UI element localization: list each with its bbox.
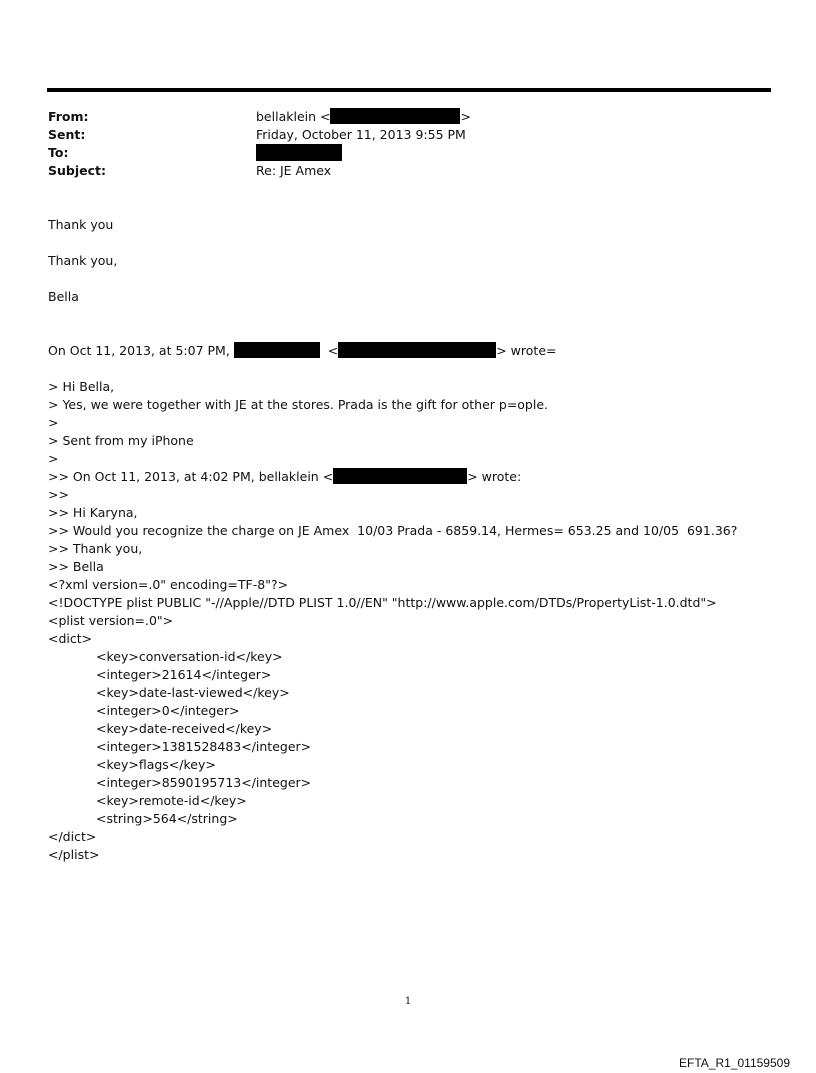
xml-line: <!DOCTYPE plist PUBLIC "-//Apple//DTD PLIST 1.0//EN" "http://www.apple.com/DTDs/PropertyList-1.0.dtd"> bbox=[48, 595, 717, 610]
xml-dict-line: <string>564</string> bbox=[96, 811, 238, 826]
nested-prefix: >> On Oct 11, 2013, at 4:02 PM, bellaklein < bbox=[48, 469, 334, 484]
nested-line: >> bbox=[48, 487, 69, 502]
xml-dict-line: <integer>8590195713</integer> bbox=[96, 775, 312, 790]
signature: Bella bbox=[48, 289, 79, 304]
nested-line: >> Hi Karyna, bbox=[48, 505, 138, 520]
redaction-box bbox=[330, 108, 460, 124]
redaction-box bbox=[333, 468, 467, 484]
quoted-line: > Sent from my iPhone bbox=[48, 433, 194, 448]
subject-label: Subject: bbox=[48, 163, 106, 178]
xml-dict-line: <integer>0</integer> bbox=[96, 703, 240, 718]
xml-dict-line: <integer>1381528483</integer> bbox=[96, 739, 312, 754]
redaction-box bbox=[256, 144, 342, 161]
from-name: bellaklein < bbox=[256, 109, 331, 124]
sent-value: Friday, October 11, 2013 9:55 PM bbox=[256, 127, 466, 142]
nested-line: >> Would you recognize the charge on JE Amex 10/03 Prada - 6859.14, Hermes= 653.25 and 10/05 691.36? bbox=[48, 523, 738, 538]
page-number: 1 bbox=[404, 996, 412, 1007]
xml-line: <plist version=.0"> bbox=[48, 613, 174, 628]
quote-suffix: > wrote= bbox=[496, 343, 557, 358]
nested-line: >> Thank you, bbox=[48, 541, 143, 556]
body-line: Thank you bbox=[48, 217, 114, 232]
xml-line: </plist> bbox=[48, 847, 100, 862]
nested-line: >> Bella bbox=[48, 559, 104, 574]
xml-line: <dict> bbox=[48, 631, 93, 646]
xml-dict-line: <key>remote-id</key> bbox=[96, 793, 247, 808]
to-label: To: bbox=[48, 145, 69, 160]
quoted-line: > bbox=[48, 451, 59, 466]
xml-dict-line: <key>conversation-id</key> bbox=[96, 649, 283, 664]
xml-line: </dict> bbox=[48, 829, 97, 844]
from-label: From: bbox=[48, 109, 89, 124]
header-rule bbox=[47, 88, 771, 92]
quote-prefix: On Oct 11, 2013, at 5:07 PM, bbox=[48, 343, 230, 358]
body-line: Thank you, bbox=[48, 253, 118, 268]
quote-attribution bbox=[48, 342, 556, 359]
quoted-line: > Hi Bella, bbox=[48, 379, 115, 394]
sent-label: Sent: bbox=[48, 127, 86, 142]
quote-lt: < bbox=[327, 343, 339, 358]
nested-suffix: > wrote: bbox=[467, 469, 522, 484]
nested-attribution bbox=[48, 468, 521, 485]
redaction-box bbox=[234, 342, 320, 358]
quoted-line: > bbox=[48, 415, 59, 430]
document-id: EFTA_R1_01159509 bbox=[679, 1056, 790, 1070]
subject-value: Re: JE Amex bbox=[256, 163, 332, 178]
xml-dict-line: <key>date-last-viewed</key> bbox=[96, 685, 290, 700]
xml-dict-line: <integer>21614</integer> bbox=[96, 667, 272, 682]
xml-dict-line: <key>date-received</key> bbox=[96, 721, 273, 736]
redaction-box bbox=[338, 342, 496, 358]
quoted-line: > Yes, we were together with JE at the stores. Prada is the gift for other p=ople. bbox=[48, 397, 549, 412]
to-value bbox=[256, 144, 342, 162]
from-value bbox=[256, 108, 471, 125]
from-close: > bbox=[460, 109, 471, 124]
xml-line: <?xml version=.0" encoding=TF-8"?> bbox=[48, 577, 289, 592]
xml-dict-line: <key>flags</key> bbox=[96, 757, 216, 772]
